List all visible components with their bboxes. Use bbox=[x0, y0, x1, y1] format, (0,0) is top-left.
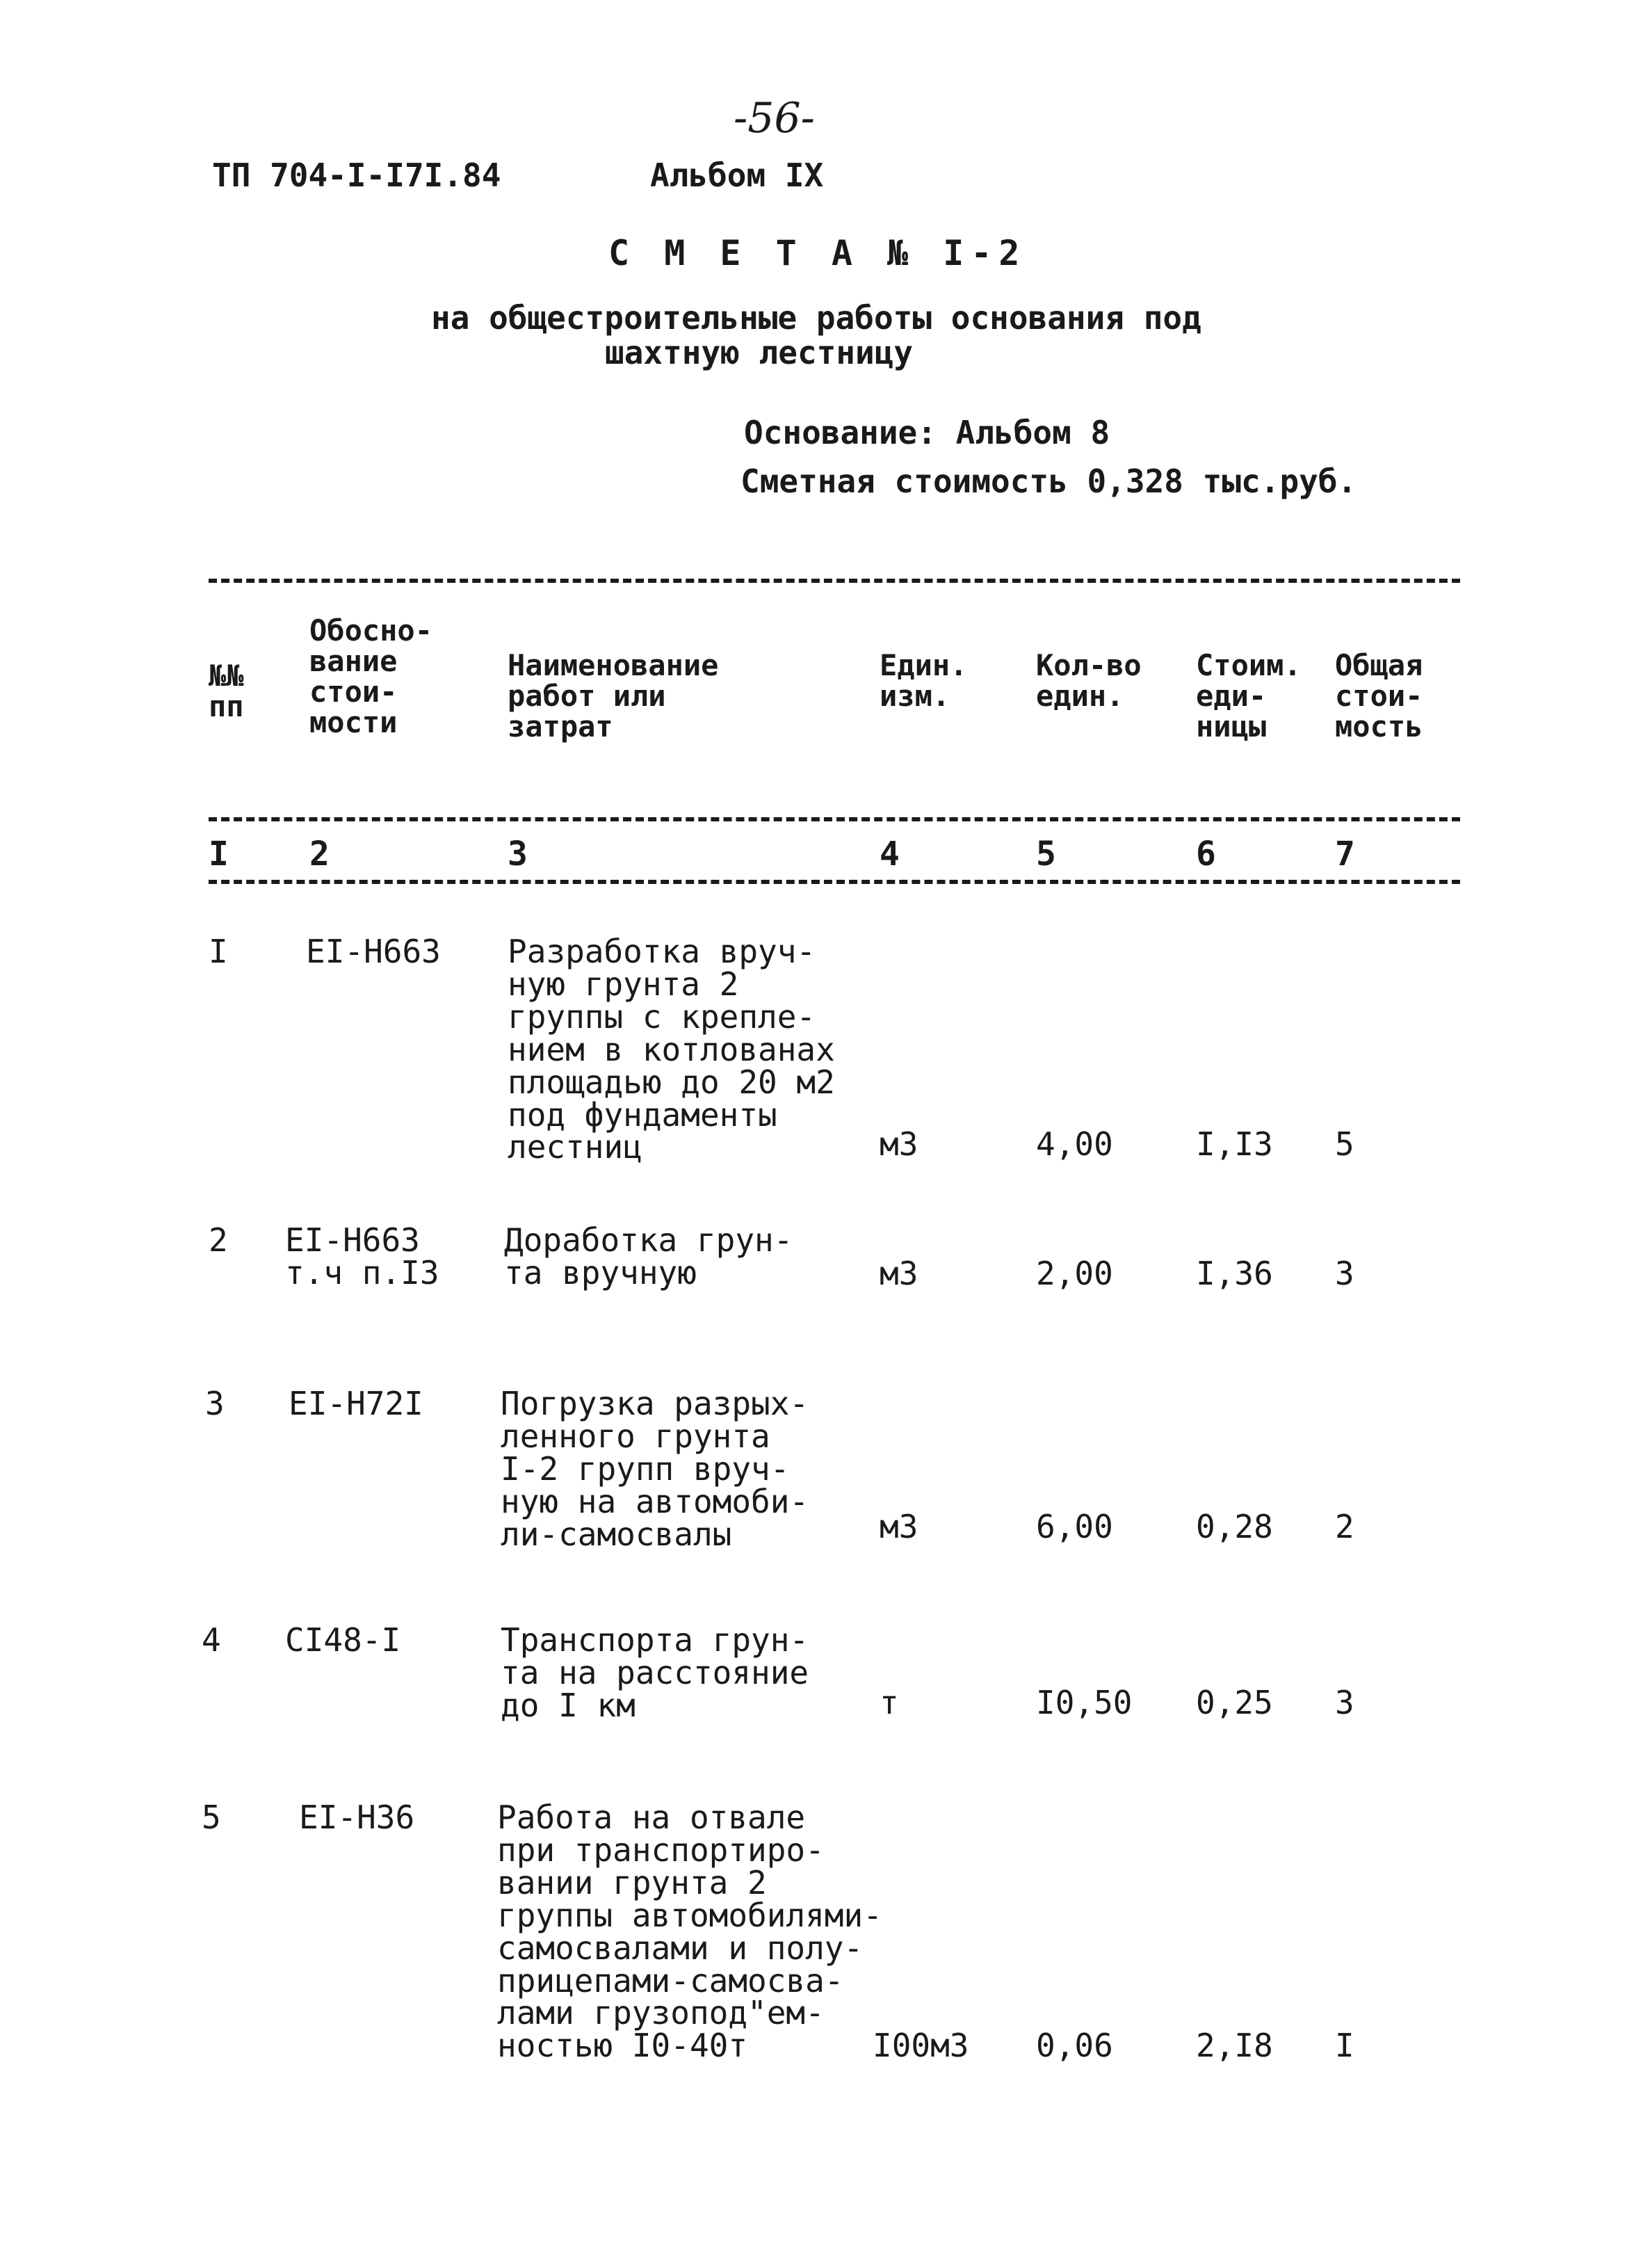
column-number-3: 3 bbox=[508, 835, 528, 874]
row-total: 2 bbox=[1335, 1508, 1354, 1545]
column-number-2: 2 bbox=[309, 835, 330, 874]
row-basis-code: EI-H663 bbox=[306, 933, 441, 970]
column-number-7: 7 bbox=[1335, 835, 1355, 874]
col-header-unit-price: Стоим. еди- ницы bbox=[1196, 648, 1302, 744]
row-quantity: 4,00 bbox=[1036, 1125, 1113, 1163]
document-code: ТП 704-I-I7I.84 bbox=[212, 156, 501, 194]
row-total: 3 bbox=[1335, 1255, 1354, 1292]
row-basis-code: EI-H72I bbox=[289, 1385, 423, 1422]
row-unit-price: I,36 bbox=[1196, 1255, 1273, 1292]
row-basis-code: EI-H663 т.ч п.I3 bbox=[285, 1221, 439, 1292]
row-unit-price: 0,25 bbox=[1196, 1684, 1273, 1721]
column-number-5: 5 bbox=[1036, 835, 1056, 874]
col-header-number: №№ пп bbox=[209, 659, 244, 724]
header-bottom-rule bbox=[209, 817, 1460, 821]
row-unit: м3 bbox=[880, 1508, 918, 1545]
row-quantity: I0,50 bbox=[1036, 1684, 1133, 1721]
row-unit: I00м3 bbox=[873, 2027, 969, 2064]
row-work-name: Работа на отвале при транспортиро- вании грунта 2 группы автомобилями- самосвалами и полу- прицепами-самосва- лами грузопод"ем- ностью I0-40т bbox=[497, 1799, 882, 2065]
row-quantity: 0,06 bbox=[1036, 2027, 1113, 2064]
column-number-1: I bbox=[209, 835, 229, 874]
col-header-unit: Един. изм. bbox=[880, 648, 968, 714]
page-number: -56- bbox=[734, 94, 815, 143]
row-total: 5 bbox=[1335, 1125, 1354, 1163]
col-header-name: Наименование работ или затрат bbox=[508, 648, 719, 744]
col-header-basis: Обосно- вание стои- мости bbox=[309, 613, 433, 740]
row-number: 5 bbox=[202, 1799, 221, 1836]
row-unit-price: I,I3 bbox=[1196, 1125, 1273, 1163]
row-unit: м3 bbox=[880, 1255, 918, 1292]
row-total: 3 bbox=[1335, 1684, 1354, 1721]
row-basis-code: EI-H36 bbox=[299, 1799, 415, 1836]
album-label: Альбом IX bbox=[650, 156, 824, 194]
row-number: 3 bbox=[205, 1385, 225, 1422]
basis-line: Основание: Альбом 8 bbox=[744, 414, 1110, 451]
row-unit: м3 bbox=[880, 1125, 918, 1163]
estimate-subtitle-line2: шахтную лестницу bbox=[605, 334, 914, 371]
row-work-name: Погрузка разрых- ленного грунта I-2 групп вруч- ную на автомоби- ли-самосвалы bbox=[501, 1385, 809, 1553]
row-number: I bbox=[209, 933, 228, 970]
row-work-name: Доработка грун- та вручную bbox=[504, 1221, 793, 1292]
row-number: 4 bbox=[202, 1621, 221, 1659]
estimate-subtitle-line1: на общестроительные работы основания под bbox=[431, 299, 1201, 337]
col-header-total: Общая стои- мость bbox=[1335, 648, 1423, 744]
column-number-4: 4 bbox=[880, 835, 900, 874]
estimate-title: С М Е Т А № I-2 bbox=[608, 233, 1027, 273]
row-unit-price: 0,28 bbox=[1196, 1508, 1273, 1545]
row-work-name: Разработка вруч- ную грунта 2 группы с крепле- нием в котлованах площадью до 20 м2 под фундаменты лестниц bbox=[508, 933, 835, 1166]
row-number: 2 bbox=[209, 1221, 228, 1259]
row-quantity: 2,00 bbox=[1036, 1255, 1113, 1292]
column-number-6: 6 bbox=[1196, 835, 1216, 874]
table-top-rule bbox=[209, 579, 1460, 583]
row-quantity: 6,00 bbox=[1036, 1508, 1113, 1545]
row-unit-price: 2,I8 bbox=[1196, 2027, 1273, 2064]
row-work-name: Транспорта грун- та на расстояние до I км bbox=[501, 1621, 809, 1724]
row-total: I bbox=[1335, 2027, 1354, 2064]
row-unit: т bbox=[880, 1684, 899, 1721]
estimated-cost-line: Сметная стоимость 0,328 тыс.руб. bbox=[740, 463, 1357, 500]
column-numbers-bottom-rule bbox=[209, 880, 1460, 884]
col-header-quantity: Кол-во един. bbox=[1036, 648, 1142, 714]
row-basis-code: CI48-I bbox=[285, 1621, 401, 1659]
